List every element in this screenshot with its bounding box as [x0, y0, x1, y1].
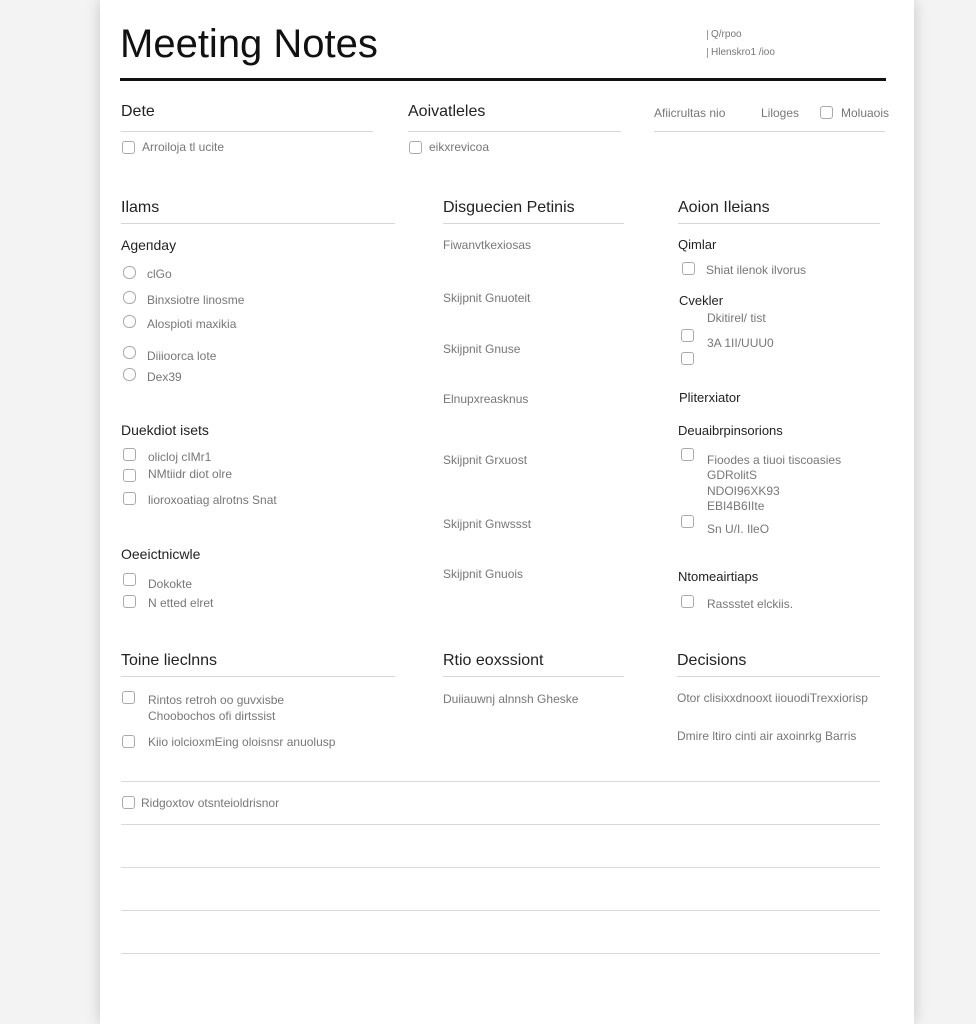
title-rule: [120, 78, 886, 81]
discussion-point: Fiwanvtkexiosas: [443, 238, 532, 252]
checkbox[interactable]: [409, 141, 422, 154]
objective-item: Dokokte: [148, 577, 193, 591]
decision-item: Dmire ltiro cinti air axoinrkg Barris: [677, 729, 857, 743]
notes-line: [121, 867, 880, 868]
checkbox[interactable]: [123, 595, 136, 608]
right-field-c: Moluaois: [841, 106, 890, 120]
checkbox[interactable]: [682, 262, 695, 275]
bottom-col1-header: Toine lieclnns: [121, 652, 218, 669]
action-line: EBI4B6IIte: [707, 499, 765, 513]
checkbox[interactable]: [122, 141, 135, 154]
notes-item: Ridgoxtov otsnteioldrisnor: [141, 796, 280, 810]
divider: [121, 676, 395, 677]
page-title: Meeting Notes: [120, 22, 378, 66]
agenda-item: Alospioti maxikia: [147, 317, 237, 331]
action-line: 3A 1II/UUU0: [707, 336, 774, 350]
decision-item: Otor clisixxdnooxt iiouodiTrexxiorisp: [677, 691, 868, 705]
meta-line-1: Q/rpoo: [711, 29, 742, 40]
checkbox[interactable]: [123, 469, 136, 482]
checkbox[interactable]: [122, 735, 135, 748]
divider: [654, 131, 885, 132]
action-item: Shiat ilenok ilvorus: [706, 263, 807, 277]
checkbox[interactable]: [123, 291, 136, 304]
divider: [677, 676, 880, 677]
notes-line: [121, 824, 880, 825]
objectives-label: Oeeictnicwle: [121, 546, 201, 562]
agenda-label: Ageпday: [121, 237, 177, 253]
action-items-header: Aoion Ileians: [678, 199, 770, 216]
pliterxiator-label: Pliterxiator: [679, 390, 741, 405]
divider: [443, 676, 624, 677]
checkbox[interactable]: [123, 448, 136, 461]
discussion-point: Skijpnit Gnwssst: [443, 517, 532, 531]
checkbox[interactable]: [123, 266, 136, 279]
date-label: Dete: [121, 103, 155, 120]
action-line: GDRolitS: [707, 468, 758, 482]
bottom-item: Rintos retroh oo guvxisbe: [148, 693, 285, 707]
bottom-item: Duiiauwnj alnnsh Gheske: [443, 692, 579, 706]
discussion-point: Skijpnit Gnuoteit: [443, 291, 531, 305]
discussion-items-label: Duekdiot isets: [121, 422, 209, 438]
checkbox[interactable]: [123, 315, 136, 328]
discussion-item: olicloj cIMr1: [148, 450, 212, 464]
cvekler-label: Cvekler: [679, 293, 724, 308]
discussion-item: lioroxoatiag alrotns Snat: [148, 493, 277, 507]
notes-line: [121, 953, 880, 954]
divider: [678, 223, 880, 224]
deuaibrp-label: Deuaibrpinsorions: [678, 423, 783, 438]
qimlar-label: Qimlar: [678, 237, 717, 252]
checkbox[interactable]: [122, 691, 135, 704]
action-line: Fioodes a tiuoi tiscoasies: [707, 453, 842, 467]
divider: [121, 131, 373, 132]
checkbox[interactable]: [123, 492, 136, 505]
notes-line: [121, 910, 880, 911]
checkbox[interactable]: [123, 346, 136, 359]
checkbox[interactable]: [123, 573, 136, 586]
action-item: Sn U/I. IleO: [707, 522, 770, 536]
notes-line: [121, 781, 880, 782]
checkbox[interactable]: [681, 595, 694, 608]
discussion-item: NMtiidr diot olre: [148, 467, 233, 481]
objective-item: N etted elret: [148, 596, 214, 610]
action-line: Dkitirel/ tist: [707, 311, 766, 325]
decisions-header: Decisions: [677, 652, 747, 669]
checkbox[interactable]: [122, 796, 135, 809]
right-field-a: Afiicrultas nio: [654, 106, 726, 120]
action-item: Rassstet elckiis.: [707, 597, 794, 611]
checkbox[interactable]: [681, 352, 694, 365]
agenda-item: Binxsiotre linosme: [147, 293, 245, 307]
meta-divider: [707, 30, 708, 40]
attendee-item: eikxrevicoa: [429, 140, 490, 154]
discussion-point: Skijpnit Gnuse: [443, 342, 521, 356]
items-header: Ilams: [121, 199, 160, 216]
attendees-label: Aoivatleles: [408, 103, 486, 120]
bottom-item: Kiio iolcioxmEing oloisnsr anuolusp: [148, 735, 336, 749]
checkbox[interactable]: [123, 368, 136, 381]
bottom-col2-header: Rtio eoxssiont: [443, 652, 544, 669]
divider: [443, 223, 624, 224]
agenda-item: Dex39: [147, 370, 182, 384]
divider: [121, 223, 395, 224]
bottom-item: Choobochos ofi dirtssist: [148, 709, 276, 723]
checkbox[interactable]: [820, 106, 833, 119]
checkbox[interactable]: [681, 329, 694, 342]
ntomeai-label: Ntomeairtiaps: [678, 569, 759, 584]
action-line: NDOI96XK93: [707, 484, 780, 498]
right-field-b: Liloges: [761, 106, 800, 120]
checkbox[interactable]: [681, 515, 694, 528]
date-item: Arroiloja tl ucite: [142, 140, 225, 154]
discussion-point: Skijpnit Gnuois: [443, 567, 524, 581]
agenda-item: Diiioorca lote: [147, 349, 217, 363]
meta-line-2: Hlenskro1 /ioo: [711, 47, 775, 58]
discussion-point: Skijpnit Grxuost: [443, 453, 528, 467]
meta-divider: [707, 48, 708, 58]
discussion-points-header: Disguecien Petinis: [443, 199, 575, 216]
checkbox[interactable]: [681, 448, 694, 461]
divider: [408, 131, 621, 132]
discussion-point: Elnupxreasknus: [443, 392, 529, 406]
agenda-item: clGo: [147, 267, 172, 281]
